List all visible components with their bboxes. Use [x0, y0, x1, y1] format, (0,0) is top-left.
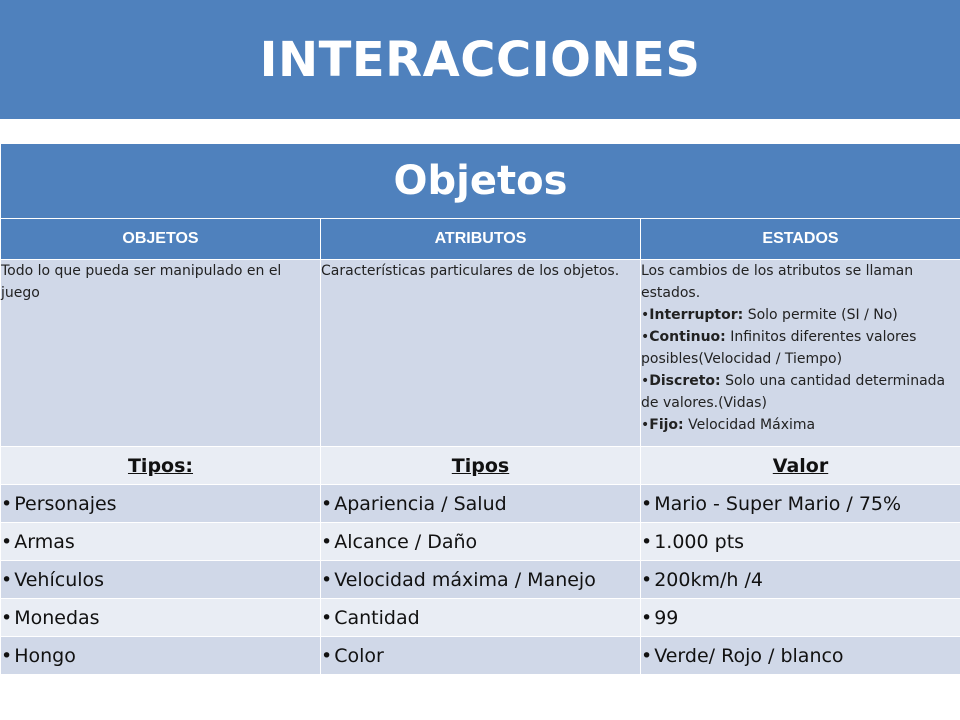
subheader-valor: Valor [641, 447, 960, 485]
table-row [1, 599, 960, 637]
cell-tipo [1, 523, 321, 561]
bullet: • [1, 644, 13, 667]
cell-text: Armas [14, 530, 75, 553]
table-caption: Objetos [1, 144, 960, 219]
estados-term: Discreto: [649, 373, 721, 389]
title-bar [0, 0, 960, 119]
cell-text: 200km/h /4 [654, 568, 763, 591]
estados-item: •Interruptor: Solo permite (SI / No) [641, 307, 898, 323]
cell-text: Velocidad máxima / Manejo [334, 568, 596, 591]
objects-table [0, 143, 960, 675]
bullet: • [1, 568, 13, 591]
description-row [1, 260, 960, 447]
cell-valor [641, 523, 960, 561]
table-row [1, 561, 960, 599]
estados-item: •Continuo: Infinitos diferentes valores posibles(Velocidad / Tiempo) [641, 329, 917, 367]
estados-text: Velocidad Máxima [683, 417, 816, 433]
cell-atributo [321, 561, 641, 599]
estados-term: Continuo: [649, 329, 726, 345]
cell-text: Alcance / Daño [334, 530, 478, 553]
bullet: • [1, 492, 13, 515]
subheader-tipos-atributos: Tipos [321, 447, 641, 485]
cell-text: Monedas [14, 606, 100, 629]
slide-title: INTERACCIONES [259, 31, 701, 88]
cell-text: Cantidad [334, 606, 420, 629]
cell-tipo [1, 637, 321, 675]
bullet: • [321, 492, 333, 515]
bullet: • [641, 644, 653, 667]
desc-atributos: Características particulares de los objetos. [321, 260, 641, 447]
estados-text: Infinitos diferentes valores posibles(Velocidad / Tiempo) [641, 329, 917, 367]
cell-tipo [1, 485, 321, 523]
bullet: • [1, 530, 13, 553]
estados-item: •Discreto: Solo una cantidad determinada de valores.(Vidas) [641, 373, 946, 411]
estados-text: Solo permite (SI / No) [743, 307, 898, 323]
cell-text: Apariencia / Salud [334, 492, 507, 515]
bullet: • [321, 530, 333, 553]
header-atributos: ATRIBUTOS [321, 219, 641, 260]
bullet: • [641, 606, 653, 629]
bullet: • [641, 568, 653, 591]
cell-atributo [321, 523, 641, 561]
desc-estados [641, 260, 960, 447]
header-objetos: OBJETOS [1, 219, 321, 260]
cell-valor [641, 561, 960, 599]
cell-text: Vehículos [14, 568, 105, 591]
estados-intro: Los cambios de los atributos se llaman estados. [641, 263, 914, 301]
subheader-tipos: Tipos: [1, 447, 321, 485]
subheader-row [1, 447, 960, 485]
cell-text: Color [334, 644, 384, 667]
cell-valor [641, 485, 960, 523]
cell-text: 99 [654, 606, 679, 629]
bullet: • [641, 492, 653, 515]
estados-term: Interruptor: [649, 307, 744, 323]
cell-text: Hongo [14, 644, 76, 667]
cell-atributo [321, 485, 641, 523]
bullet: • [321, 644, 333, 667]
bullet: • [321, 568, 333, 591]
cell-tipo [1, 561, 321, 599]
table-row [1, 523, 960, 561]
bullet: • [641, 530, 653, 553]
table-caption-row [1, 144, 960, 219]
cell-text: Personajes [14, 492, 117, 515]
header-estados: ESTADOS [641, 219, 960, 260]
desc-objetos: Todo lo que pueda ser manipulado en el juego [1, 260, 321, 447]
cell-valor [641, 637, 960, 675]
cell-text: Verde/ Rojo / blanco [654, 644, 844, 667]
header-row [1, 219, 960, 260]
cell-atributo [321, 599, 641, 637]
cell-tipo [1, 599, 321, 637]
estados-term: Fijo: [649, 417, 684, 433]
bullet: • [1, 606, 13, 629]
cell-text: Mario - Super Mario / 75% [654, 492, 902, 515]
table-row [1, 637, 960, 675]
estados-item: •Fijo: Velocidad Máxima [641, 417, 816, 433]
table-row [1, 485, 960, 523]
estados-text: Solo una cantidad determinada de valores.(Vidas) [641, 373, 946, 411]
cell-text: 1.000 pts [654, 530, 745, 553]
cell-atributo [321, 637, 641, 675]
cell-valor [641, 599, 960, 637]
bullet: • [321, 606, 333, 629]
